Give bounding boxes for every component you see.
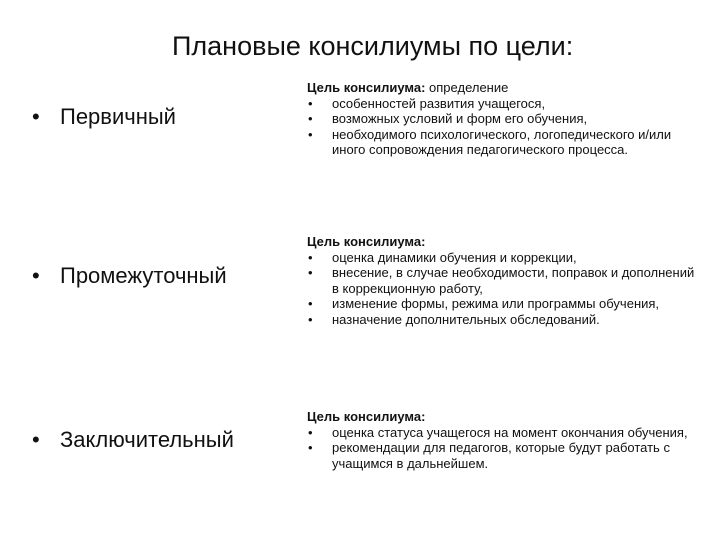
goal-label: Цель консилиума: — [307, 409, 426, 424]
goal-bullet: • внесение, в случае необходимости, поправок и дополнений в коррекционную работу, — [308, 265, 695, 296]
goal-bullet: • рекомендации для педагогов, которые будут работать с учащимся в дальнейшем. — [308, 440, 670, 471]
stage-name: Промежуточный — [60, 263, 227, 288]
goal-block-intermediate — [307, 234, 697, 327]
stage-name: Заключительный — [60, 427, 234, 452]
goal-block-primary — [307, 80, 697, 158]
goal-bullet-text: оценка статуса учащегося на момент окончания обучения, — [332, 424, 688, 440]
stage-final — [32, 427, 234, 453]
bullet-dot: • — [32, 427, 40, 452]
goal-bullet: • назначение дополнительных обследований. — [308, 311, 600, 327]
goal-bullet-text: изменение формы, режима или программы обучения, — [332, 296, 660, 311]
goal-bullet-text: рекомендации для педагогов, которые будут работать с учащимся в дальнейшем. — [332, 440, 670, 471]
slide-title: Плановые консилиумы по цели: — [172, 31, 574, 61]
goal-bullet-text: назначение дополнительных обследований. — [332, 311, 600, 327]
goal-label: Цель консилиума: — [307, 234, 426, 249]
goal-bullet-text: внесение, в случае необходимости, поправок и дополнений в коррекционную работу, — [332, 265, 695, 296]
stage-intermediate — [32, 263, 227, 289]
goal-bullet: • особенностей развития учащегося, — [308, 95, 546, 111]
goal-bullet: • оценка динамики обучения и коррекции, — [308, 249, 577, 265]
goal-heading — [307, 409, 697, 425]
goal-bullet-text: возможных условий и форм его обучения, — [332, 111, 588, 126]
goal-bullet: • необходимого психологического, логопедического и/или иного сопровождения педагогического процесса. — [308, 126, 672, 157]
goal-bullet-text: необходимого психологического, логопедического и/или иного сопровождения педагогического процесса. — [332, 126, 672, 157]
stage-primary — [32, 104, 176, 130]
stage-name: Первичный — [60, 104, 176, 129]
goal-bullet-text: оценка динамики обучения и коррекции, — [332, 249, 577, 265]
goal-tail: определение — [425, 80, 509, 95]
goal-bullet: • оценка статуса учащегося на момент окончания обучения, — [308, 424, 688, 440]
goal-block-final — [307, 409, 697, 471]
goal-heading — [307, 80, 697, 96]
goal-bullet-text: особенностей развития учащегося, — [332, 95, 546, 111]
bullet-dot: • — [32, 104, 40, 129]
goal-label: Цель консилиума: — [307, 80, 426, 95]
goal-bullet: • возможных условий и форм его обучения, — [308, 111, 588, 126]
goal-bullet: • изменение формы, режима или программы обучения, — [308, 296, 660, 311]
bullet-dot: • — [32, 263, 40, 288]
goal-heading — [307, 234, 697, 250]
